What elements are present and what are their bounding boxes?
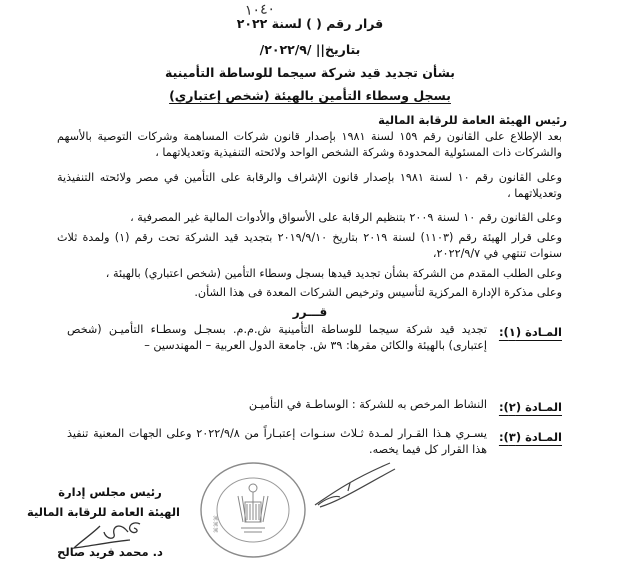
preamble-paragraph: وعلى قرار الهيئة رقم (١١٠٣) لسنة ٢٠١٩ بتاريخ ٢٠١٩/٩/١٠ بتجديد قيد الشركة تحت رقم (١) ولمدة ثلاث سنوات تنتهي في ٢٠٢٢/٩/٧، [57, 231, 562, 260]
preamble-paragraph: بعد الإطلاع على القانون رقم ١٥٩ لسنة ١٩٨١ بإصدار قانون شركات المساهمة وشركات التوصية بالأسهم والشركات ذات المسئولية المحدودة وشركة الشخص الواحد ولائحته التنفيذية وتعديلاتهما ، [57, 130, 562, 159]
handwritten-decision-number: ١٠٤٠ [244, 0, 276, 20]
signatory-title: رئيس مجلس إدارة [58, 485, 162, 499]
subject-line-1: بشأن تجديد قيد شركة سيجما للوساطة التأمينية [164, 65, 455, 80]
signatory-name: د. محمد فريد صالح [57, 545, 163, 559]
article-1-label: المـادة (١): [498, 325, 562, 339]
article-3-text: يسـري هـذا القـرار لمـدة ثـلاث سنـوات إعتبـاراً من ٢٠٢٢/٩/٨ وعلى الجهات المعنية تنفيذ هذا القرار كل فيما يخصه. [67, 427, 487, 456]
decision-date-line: بتاريخ|| /٢٠٢٢/٩/ [259, 42, 361, 57]
preamble-paragraph: وعلى القانون رقم ١٠ لسنة ١٩٨١ بإصدار قانون الإشراف والرقابة على التأمين في مصر ولائحته التنفيذية وتعديلاتهما ، [57, 171, 562, 200]
preamble-paragraph: وعلى مذكرة الإدارة المركزية لتأسيس وترخيص الشركات المعدة فى هذا الشأن. [194, 286, 562, 299]
decision-heading: قـــرر [292, 305, 328, 319]
article-2-text: النشاط المرخص به للشركة : الوساطـة في التأميـن [248, 398, 487, 411]
subject-line-2-text: بسجل وسطاء التأمين بالهيئة (شخص إعتباري) [169, 88, 451, 103]
preamble-chairman: رئيس الهيئة العامة للرقابة المالية [378, 113, 567, 127]
signatory-organization: الهيئة العامة للرقابة المالية [27, 505, 180, 519]
official-seal [198, 460, 308, 560]
article-2-label: المـادة (٢): [498, 400, 562, 414]
article-1-text: تجديد قيد شركة سيجما للوساطة التأمينية ش.م.م. بسجـل وسطـاء التأميـن (شخص إعتبارى) بالهيئة والكائن مقرها: ٣٩ ش. جامعة الدول العربية – المهندسين – [67, 323, 487, 352]
preamble-paragraph: وعلى القانون رقم ١٠ لسنة ٢٠٠٩ بتنظيم الرقابة على الأسواق والأدوات المالية غير المصرفية ، [130, 211, 562, 224]
svg-text:⌘⌘⌘: ⌘⌘⌘ [213, 515, 220, 533]
preamble-paragraph: وعلى الطلب المقدم من الشركة بشأن تجديد قيدها بسجل وسطاء التأمين (شخص اعتباري) بالهيئة ، [105, 267, 562, 280]
handwritten-initial [310, 455, 400, 515]
subject-line-2 [150, 88, 470, 103]
decision-number-line: قرار رقم ( ) لسنة ٢٠٢٢ [236, 16, 384, 31]
eagle-emblem-icon [238, 484, 268, 532]
article-3-label: المـادة (٣): [498, 430, 562, 444]
